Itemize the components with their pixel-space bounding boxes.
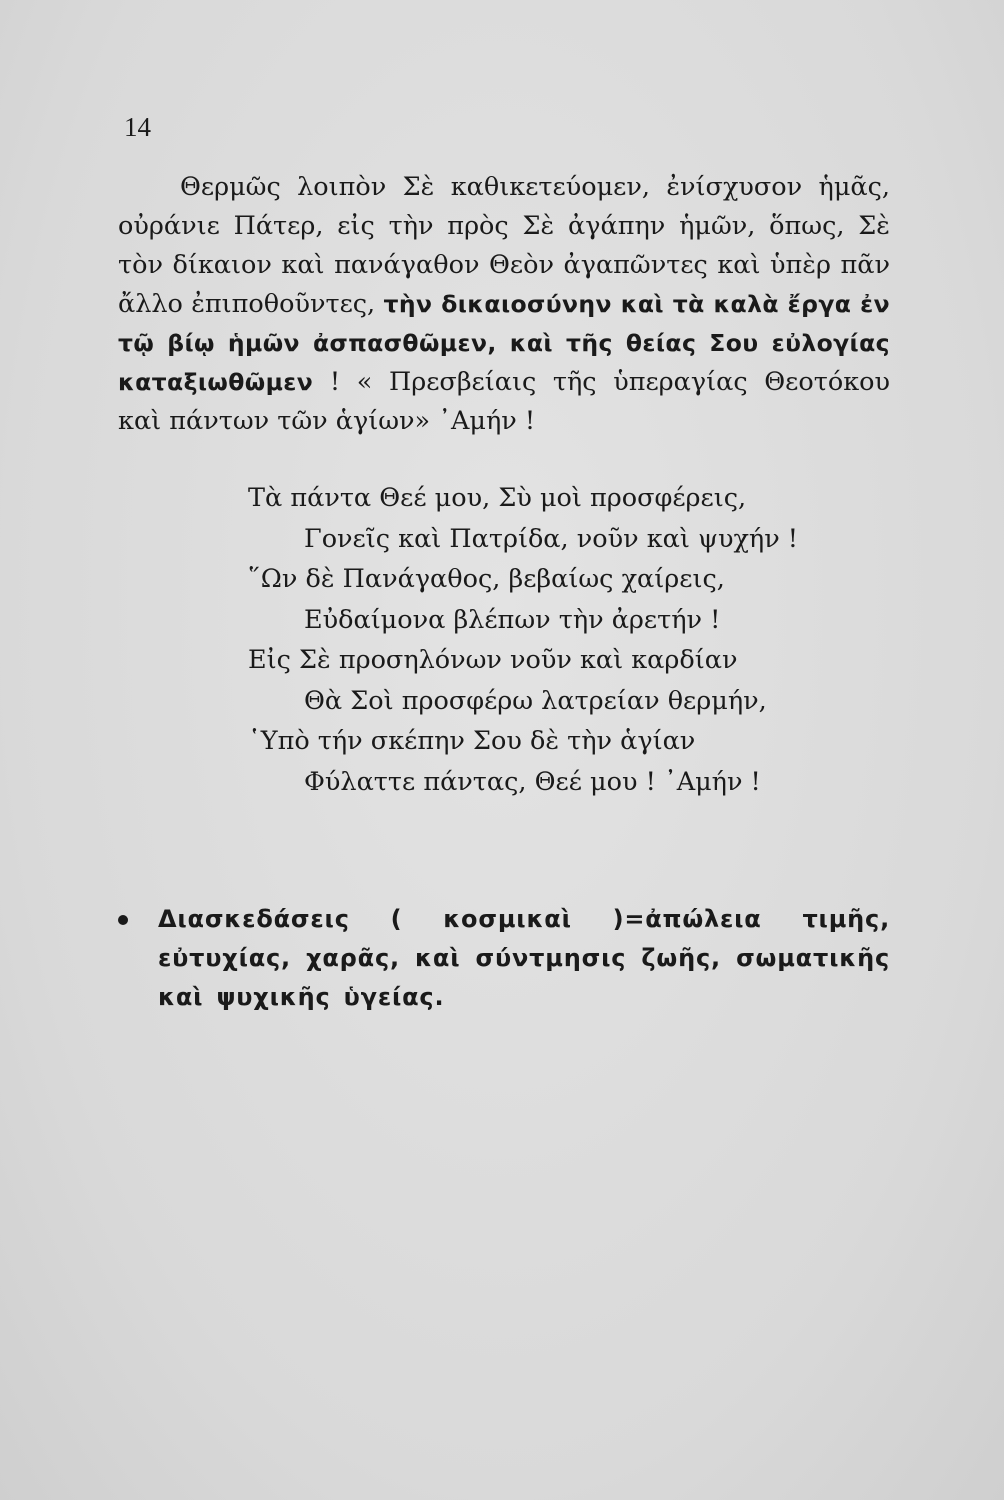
prayer-text-regular-2: ! « Πρεσβείαις τῆς ὑπεραγίας Θεοτόκου καὶ πάντων τῶν ἁγίων» ᾿Αμήν ! — [118, 367, 890, 436]
bullet-note — [118, 900, 890, 1017]
prayer-text-regular-1: Θερμῶς λοιπὸν Σὲ καθικετεύομεν, ἐνίσχυσον ἡμᾶς, οὐράνιε Πάτερ, εἰς τὴν πρὸς Σὲ ἀγάπην ἡμῶν, ὅπως, Σὲ τὸν δίκαιον καὶ πανάγαθον Θεὸν ἀγαπῶντες καὶ ὑπὲρ πᾶν ἄλλο ἐπιποθοῦντες, — [118, 172, 890, 319]
poem-line: Θὰ Σοὶ προσφέρω λατρείαν θερμήν, — [304, 685, 767, 716]
poem — [248, 478, 848, 802]
poem-line: Εὐδαίμονα βλέπων τὴν ἀρετήν ! — [304, 604, 721, 635]
page-number: 14 — [124, 112, 151, 142]
bullet-icon — [118, 915, 128, 925]
poem-line: Τὰ πάντα Θεέ μου, Σὺ μοὶ προσφέρεις, — [248, 483, 747, 513]
poem-line: Φύλαττε πάντας, Θεέ μου ! ᾿Αμήν ! — [304, 766, 761, 797]
poem-line: Εἰς Σὲ προσηλόνων νοῦν καὶ καρδίαν — [248, 645, 738, 675]
prayer-paragraph — [118, 168, 890, 441]
poem-line: ῾Υπὸ τήν σκέπην Σου δὲ τὴν ἁγίαν — [248, 726, 696, 756]
poem-line: Γονεῖς καὶ Πατρίδα, νοῦν καὶ ψυχήν ! — [304, 523, 799, 554]
poem-line: ῞Ων δὲ Πανάγαθος, βεβαίως χαίρεις, — [248, 564, 725, 594]
prayer-text-bold: τὴν δικαιοσύνην καὶ τὰ καλὰ ἔργα ἐν τῷ βίῳ ἡμῶν ἀσπασθῶμεν, καὶ τῆς θείας Σου εὐλογίας καταξιωθῶμεν — [118, 290, 890, 396]
bullet-note-text: Διασκεδάσεις ( κοσμικαὶ )=ἀπώλεια τιμῆς, εὐτυχίας, χαρᾶς, καὶ σύντμησις ζωῆς, σωματικῆς καὶ ψυχικῆς ὑγείας. — [158, 905, 890, 1011]
